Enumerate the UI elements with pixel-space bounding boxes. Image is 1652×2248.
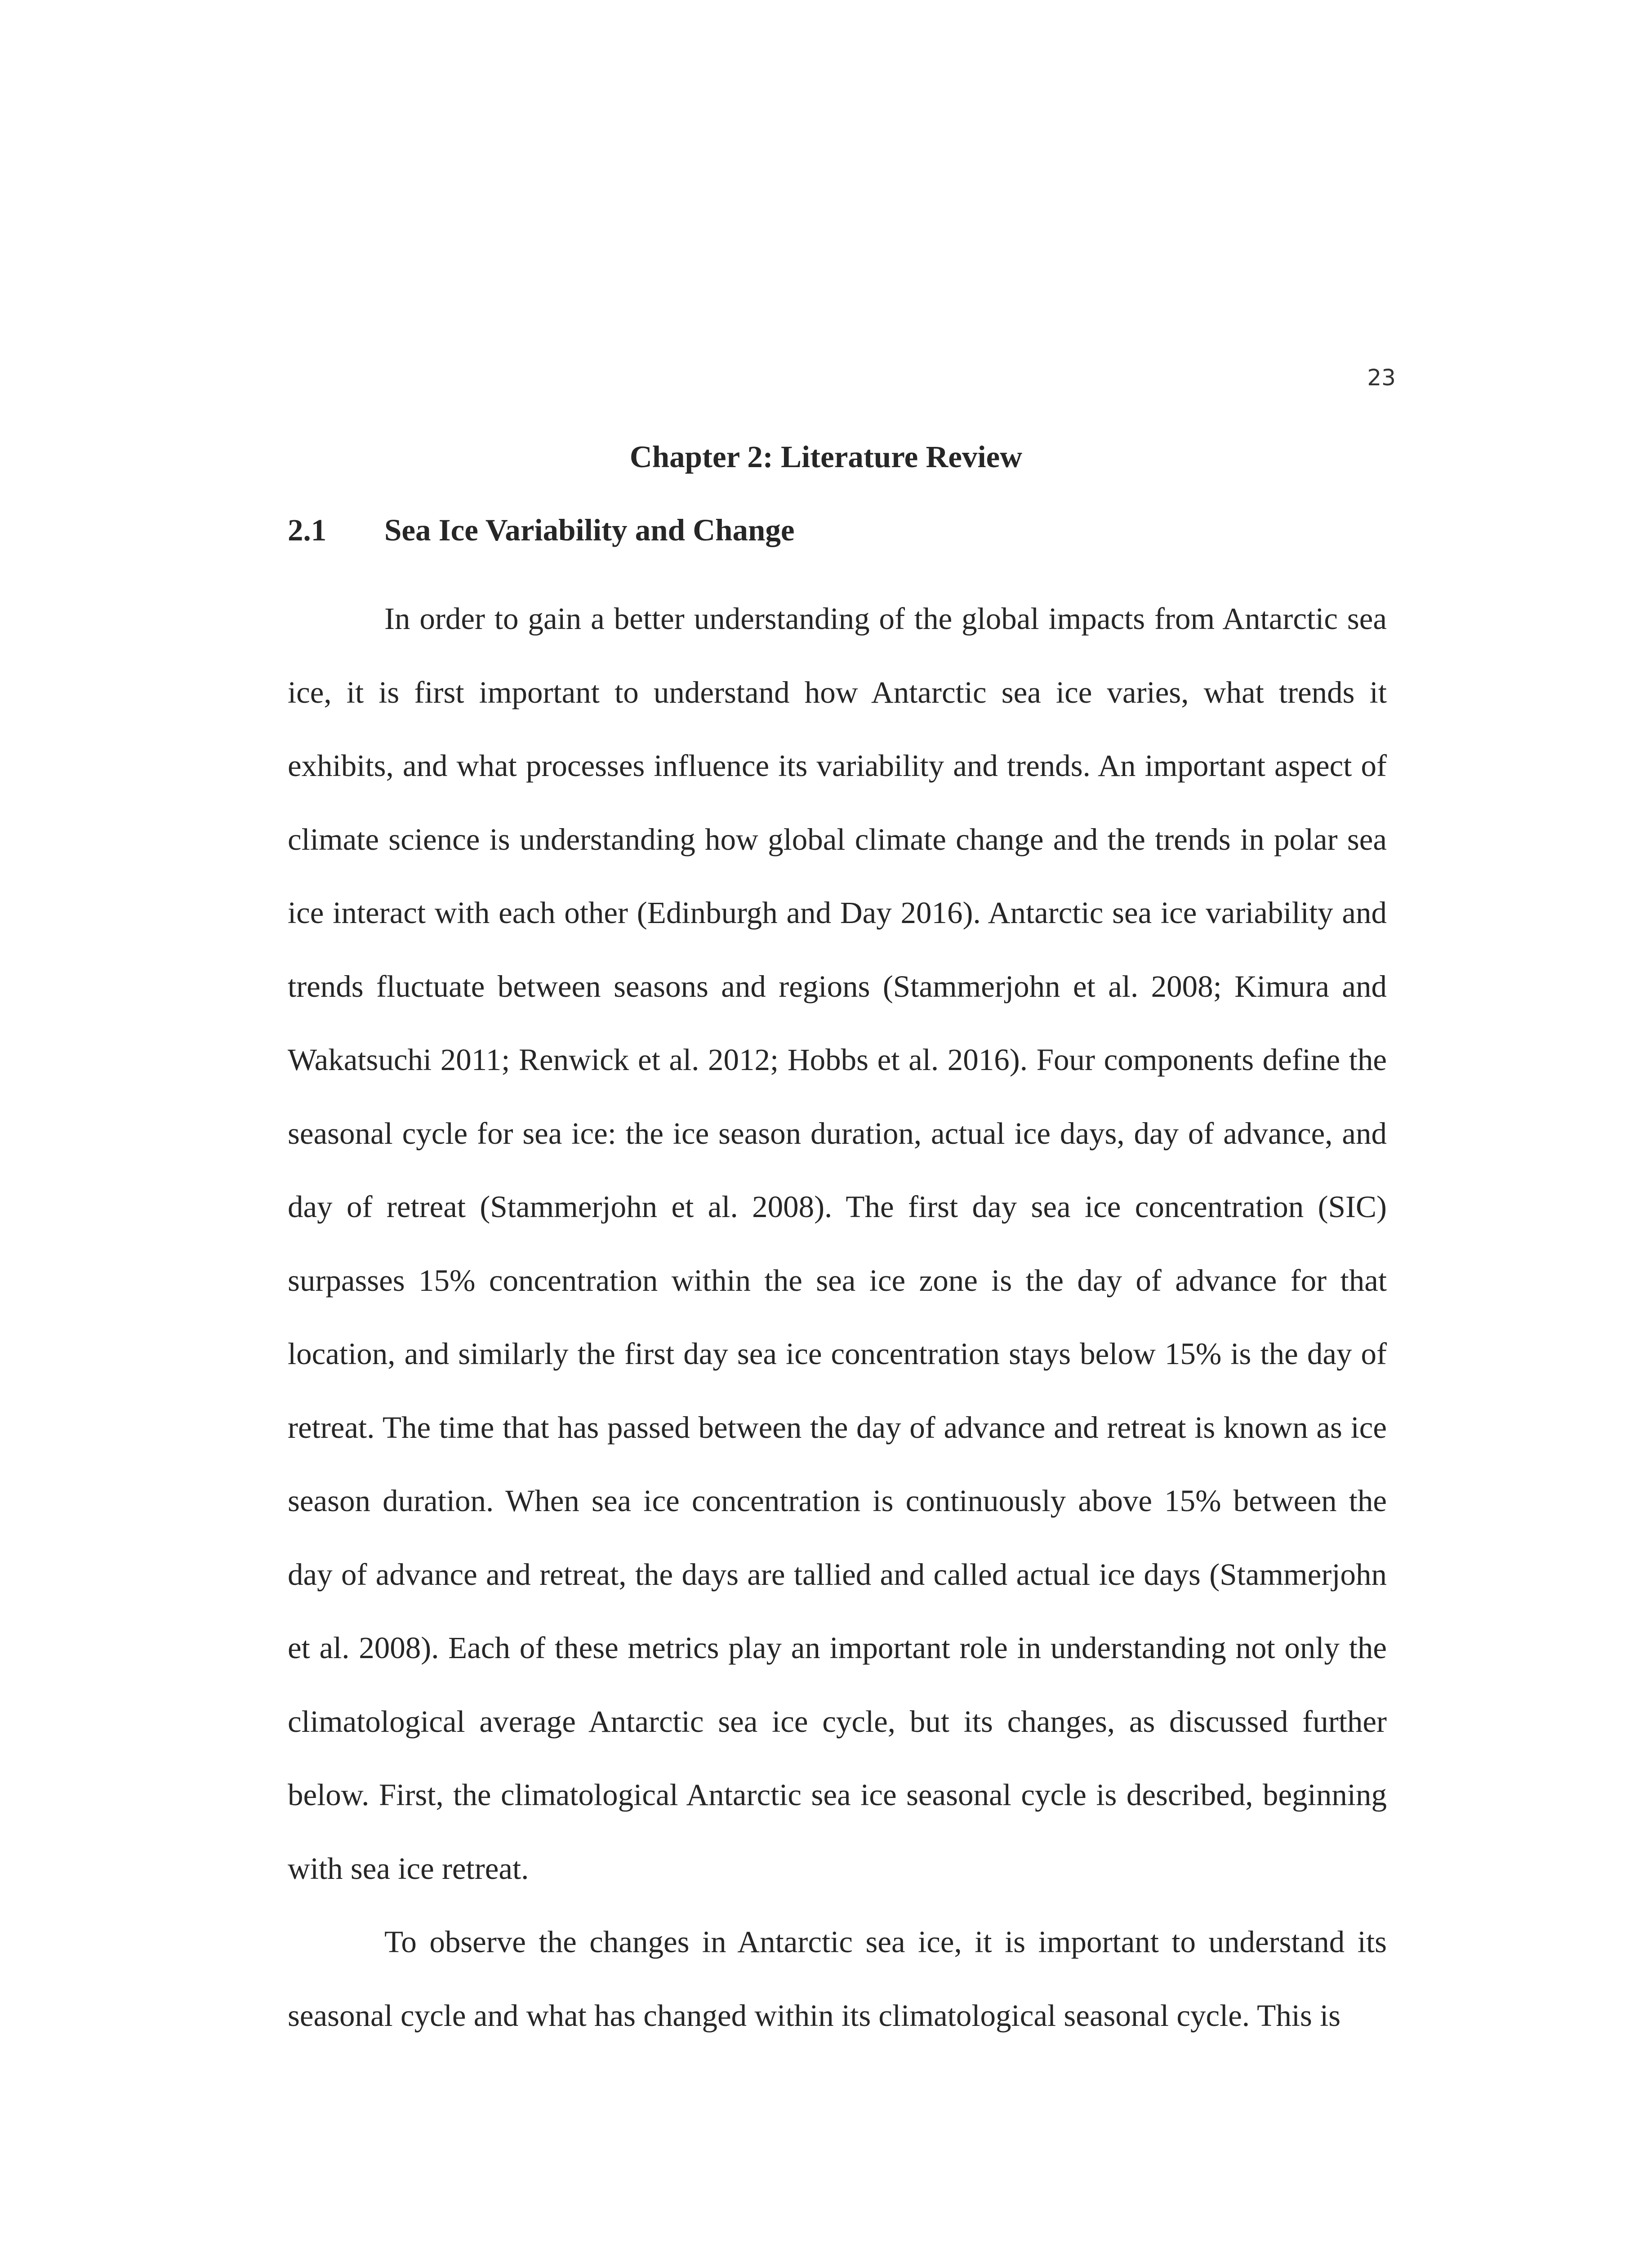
paragraph-1: In order to gain a better understanding of the global impacts from Antarctic sea ice, it is first important to understand how Antarctic sea ice varies, what trends it exhibits, and what processes influence its variability and trends. An important aspect of climate science is understanding how global climate change and the trends in polar sea ice interact with each other (Edinburgh and Day 2016). Antarctic sea ice variability and trends fluctuate between seasons and regions (Stammerjohn et al. 2008; Kimura and Wakatsuchi 2011; Renwick et al. 2012; Hobbs et al. 2016). Four components define the seasonal cycle for sea ice: the ice season duration, actual ice days, day of advance, and day of retreat (Stammerjohn et al. 2008). The first day sea ice concentration (SIC) surpasses 15% concentration within the sea ice zone is the day of advance for that location, and similarly the first day sea ice concentration stays below 15% is the day of retreat. The time that has passed between the day of advance and retreat is known as ice season duration. When sea ice concentration is continuously above 15% between the day of advance and retreat, the days are tallied and called actual ice days (Stammerjohn et al. 2008). Each of these metrics play an important role in understanding not only the climatological average Antarctic sea ice cycle, but its changes, as discussed further below. First, the climatological Antarctic sea ice seasonal cycle is described, beginning with sea ice retreat. [288,602,1387,1886]
page-number: 23 [1367,365,1396,391]
body-text [288,582,1387,2052]
section-heading [288,512,794,549]
section-number: 2.1 [288,513,327,547]
paragraph-2: To observe the changes in Antarctic sea ice, it is important to understand its seasonal cycle and what has changed within its climatological seasonal cycle. This is [288,1925,1387,2033]
chapter-title: Chapter 2: Literature Review [629,440,1023,474]
section-title: Sea Ice Variability and Change [384,513,795,547]
